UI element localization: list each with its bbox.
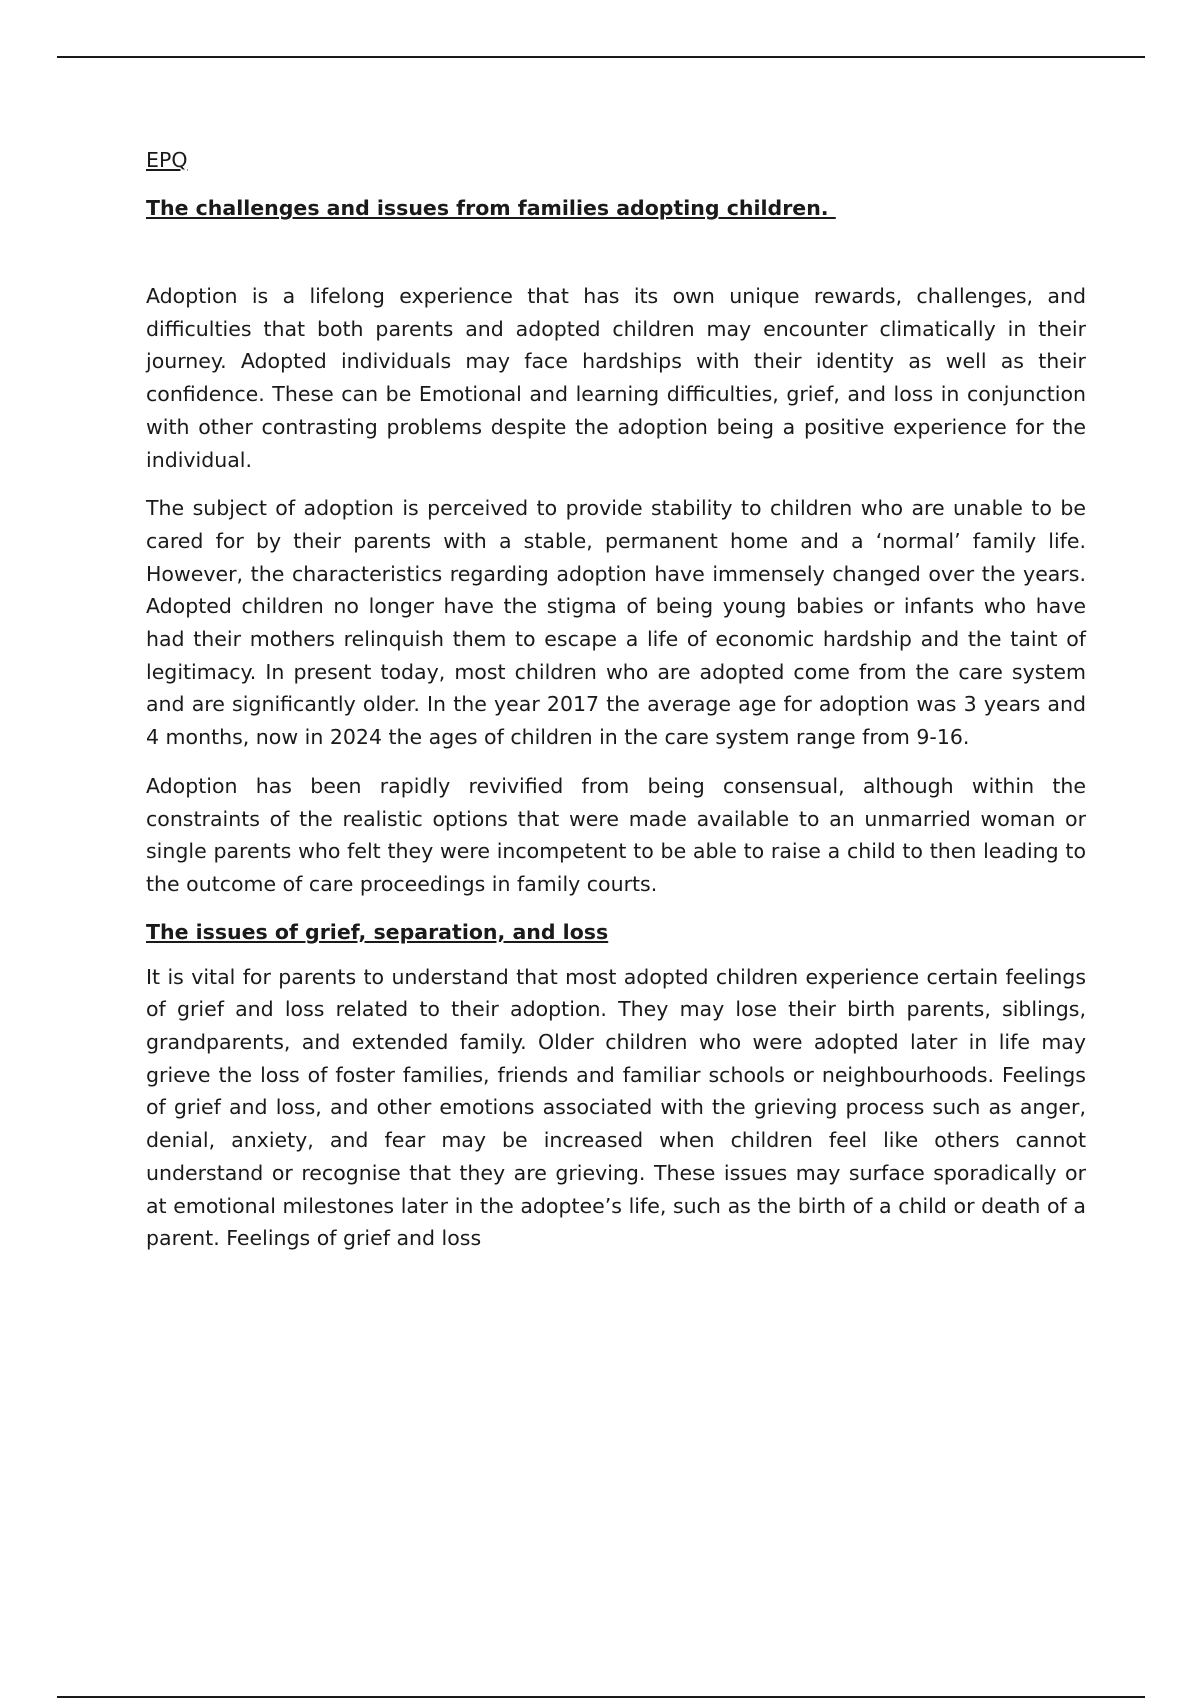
paragraph: Adoption is a lifelong experience that has its own unique rewards, challenges, and difficulties that both parents and adopted children may encounter climatically in their journey. Adopted individuals may face hardships with their identity as well as their confidence. These can be Emotional and learning difficulties, grief, and loss in conjunction with other contrasting problems despite the adoption being a positive experience for the individual. [146,284,1086,472]
footer-rule [57,1696,1145,1698]
document-body [146,146,1086,1271]
document-label: EPQ [146,148,188,172]
paragraph: The subject of adoption is perceived to provide stability to children who are unable to be cared for by their parents with a stable, permanent home and a ‘normal’ family life. However, the characteristics regarding adoption have immensely changed over the years. Adopted children no longer have the stigma of being young babies or infants who have had their mothers relinquish them to escape a life of economic hardship and the taint of legitimacy. In present today, most children who are adopted come from the care system and are significantly older. In the year 2017 the average age for adoption was 3 years and 4 months, now in 2024 the ages of children in the care system range from 9-16. [146,496,1086,750]
section-heading: The issues of grief, separation, and loss [146,919,609,944]
paragraph: Adoption has been rapidly revivified from being consensual, although within the constraints of the realistic options that were made available to an unmarried woman or single parents who felt they were incompetent to be able to raise a child to then leading to the outcome of care proceedings in family courts. [146,773,1086,896]
paragraph: It is vital for parents to understand that most adopted children experience certain feelings of grief and loss related to their adoption. They may lose their birth parents, siblings, grandparents, and extended family. Older children who were adopted later in life may grieve the loss of foster families, friends and familiar schools or neighbourhoods. Feelings of grief and loss, and other emotions associated with the grieving process such as anger, denial, anxiety, and fear may be increased when children feel like others cannot understand or recognise that they are grieving. These issues may surface sporadically or at emotional milestones later in the adoptee’s life, such as the birth of a child or death of a parent. Feelings of grief and loss [146,964,1086,1251]
header-rule [57,56,1145,58]
document-title: The challenges and issues from families adopting children. [146,196,836,220]
